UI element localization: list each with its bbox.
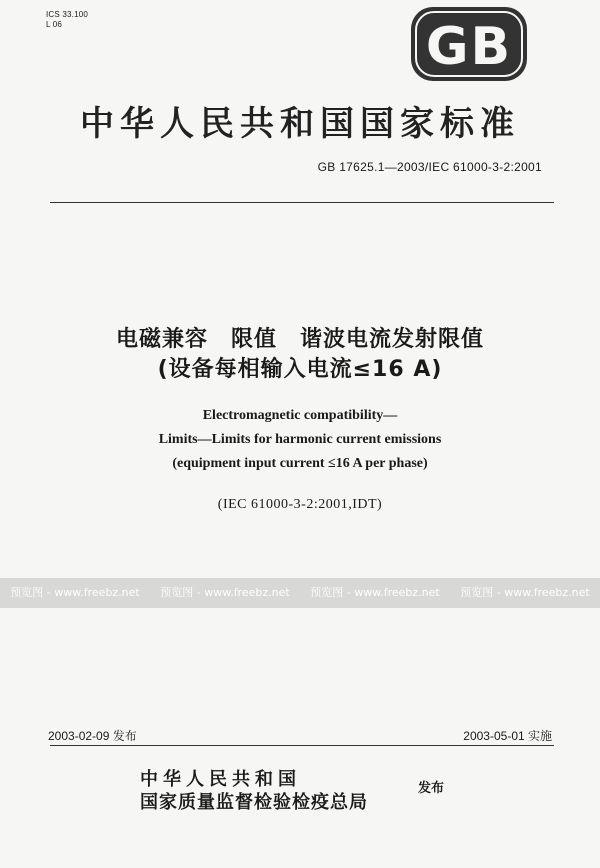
ics-code: ICS 33.100 xyxy=(46,10,89,19)
issuer-line-1: 中华人民共和国 xyxy=(140,769,301,790)
publish-label: 发布 xyxy=(418,781,445,796)
implementation-date: 2003-05-01 实施 xyxy=(463,729,552,743)
standard-type-title: 中华人民共和国国家标准 xyxy=(80,104,520,144)
equivalence-statement: (IEC 61000-3-2:2001,IDT) xyxy=(217,497,383,512)
standard-number: GB 17625.1—2003/IEC 61000-3-2:2001 xyxy=(317,160,542,174)
issue-date: 2003-02-09 发布 xyxy=(48,729,137,743)
english-title-line-3: (equipment input current ≤16 A per phase) xyxy=(172,456,428,471)
english-title-line-1: Electromagnetic compatibility— xyxy=(202,408,398,423)
bottom-divider xyxy=(50,745,554,746)
watermark-text: 预览图 - www.freebz.net xyxy=(460,586,590,599)
ccs-code: L 06 xyxy=(46,20,63,29)
chinese-title-line-1: 电磁兼容 限值 谐波电流发射限值 xyxy=(115,327,484,352)
gb-logo xyxy=(410,6,528,82)
issuer-line-2: 国家质量监督检验检疫总局 xyxy=(140,792,368,813)
watermark-text: 预览图 - www.freebz.net xyxy=(10,586,140,599)
english-title-line-2: Limits—Limits for harmonic current emissions xyxy=(158,432,442,447)
gb-logo-text: GB xyxy=(425,17,513,77)
classification-codes xyxy=(46,10,88,30)
watermark-text: 预览图 - www.freebz.net xyxy=(310,586,440,599)
chinese-title-line-2: (设备每相输入电流≤16 A) xyxy=(157,357,443,382)
watermark-strip xyxy=(0,578,600,608)
watermark-text: 预览图 - www.freebz.net xyxy=(160,586,290,599)
top-divider xyxy=(50,202,554,203)
